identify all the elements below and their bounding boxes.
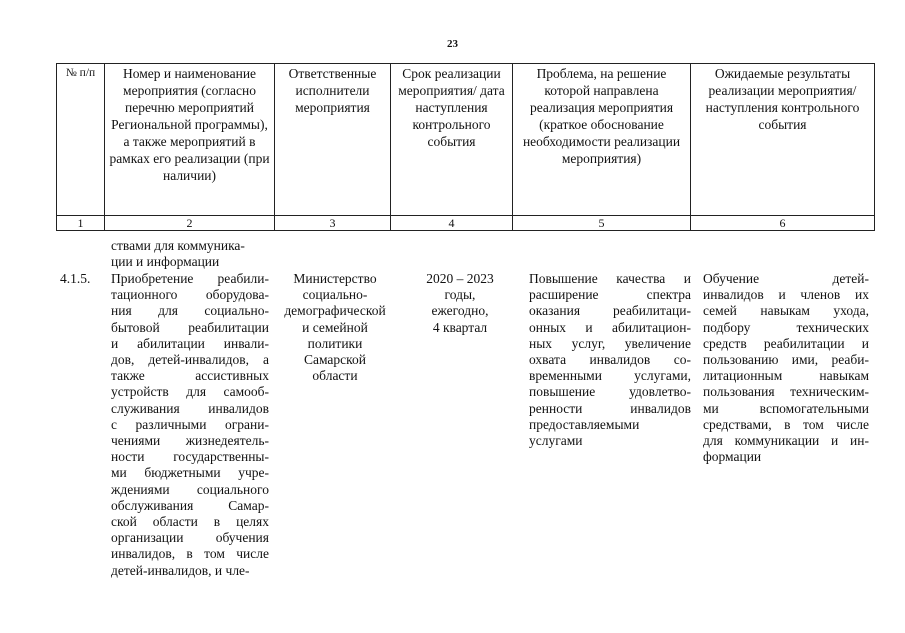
text-line: услугами bbox=[529, 433, 583, 449]
text-line: расширение спектра bbox=[529, 287, 691, 303]
column-numbers-row bbox=[57, 216, 875, 231]
text-line: оказания реабилитаци- bbox=[529, 303, 691, 319]
text-line: подбору технических bbox=[703, 319, 869, 335]
header-results: Ожидаемые результаты реализации мероприятия/ наступления контрольного события bbox=[691, 64, 875, 216]
header-number: № п/п bbox=[57, 64, 105, 216]
text-line: пользованию ими, реаби- bbox=[703, 352, 869, 368]
text-line: ных услуг, увеличение bbox=[529, 335, 691, 351]
text-line: демографической bbox=[284, 303, 386, 319]
text-line: области bbox=[312, 368, 358, 384]
term bbox=[400, 271, 520, 336]
row-number: 4.1.5. bbox=[60, 271, 91, 286]
text-line: ми вспомогательными bbox=[703, 400, 869, 416]
text-line: ния для социально- bbox=[111, 303, 269, 319]
text-line: Обучение детей- bbox=[703, 271, 869, 286]
executors bbox=[280, 271, 390, 384]
text-line: бытовой реабилитации bbox=[111, 319, 269, 335]
header-row bbox=[57, 64, 875, 216]
text-line: организации обучения bbox=[111, 530, 269, 546]
text-line: ности государственны- bbox=[111, 449, 269, 465]
text-line: семей навыкам ухода, bbox=[703, 303, 869, 319]
column-number: 6 bbox=[691, 216, 875, 231]
text-line: Приобретение реабили- bbox=[111, 271, 269, 286]
text-line: устройств для самооб- bbox=[111, 384, 269, 400]
text-line: 2020 – 2023 bbox=[426, 271, 494, 286]
text-line: формации bbox=[703, 449, 762, 465]
column-number: 4 bbox=[391, 216, 513, 231]
text-line: Самарской bbox=[303, 352, 367, 368]
text-line: тационного оборудова- bbox=[111, 287, 269, 303]
text-line: ежегодно, bbox=[431, 303, 489, 319]
text-line: средствами, в том числе bbox=[703, 416, 869, 432]
continuation-text bbox=[111, 238, 276, 270]
text-line: инвалидов и членов их bbox=[703, 287, 869, 303]
text-line: социально- bbox=[302, 287, 368, 303]
text-line: временными услугами, bbox=[529, 368, 691, 384]
table-header bbox=[56, 63, 875, 231]
text-line: ской области в целях bbox=[111, 514, 269, 530]
text-line: детей-инвалидов, и чле- bbox=[111, 562, 250, 578]
text-line: литационным навыкам bbox=[703, 368, 869, 384]
text-line: повышение удовлетво- bbox=[529, 384, 691, 400]
column-number: 1 bbox=[57, 216, 105, 231]
text-line: предоставляемыми bbox=[529, 416, 640, 432]
page-number: 23 bbox=[447, 38, 458, 50]
column-number: 2 bbox=[105, 216, 275, 231]
text-line: служивания инвалидов bbox=[111, 400, 269, 416]
text-line: охвата инвалидов со- bbox=[529, 352, 691, 368]
text-line: Повышение качества и bbox=[529, 271, 691, 286]
expected-results bbox=[703, 271, 869, 465]
header-executors: Ответственные исполнители мероприятия bbox=[275, 64, 391, 216]
text-line: и абилитации инвали- bbox=[111, 335, 269, 351]
text-line: онных и абилитацион- bbox=[529, 319, 691, 335]
text-line: ми бюджетными учре- bbox=[111, 465, 269, 481]
problem-description bbox=[529, 271, 691, 449]
text-line: средств реабилитации и bbox=[703, 335, 869, 351]
text-line: чениями жизнедеятель- bbox=[111, 433, 269, 449]
text-line: ствами для коммуника- bbox=[111, 238, 245, 253]
text-line: политики bbox=[307, 335, 363, 351]
text-line: и семейной bbox=[302, 319, 368, 335]
text-line: ции и информации bbox=[111, 254, 220, 270]
header-problem: Проблема, на решение которой направлена реализация мероприятия (краткое обоснование необходимости реализации мероприятия) bbox=[513, 64, 691, 216]
header-term: Срок реализации мероприятия/ дата наступления контрольного события bbox=[391, 64, 513, 216]
activity-name bbox=[111, 271, 269, 579]
text-line: 4 квартал bbox=[432, 319, 488, 335]
column-number: 5 bbox=[513, 216, 691, 231]
text-line: пользования техническим- bbox=[703, 384, 869, 400]
text-line: также ассистивных bbox=[111, 368, 269, 384]
text-line: ренности инвалидов bbox=[529, 400, 691, 416]
text-line: годы, bbox=[444, 287, 476, 303]
text-line: Министерство bbox=[293, 271, 377, 286]
text-line: инвалидов, в том числе bbox=[111, 546, 269, 562]
text-line: обслуживания Самар- bbox=[111, 497, 269, 513]
text-line: для коммуникации и ин- bbox=[703, 433, 869, 449]
text-line: с различными ограни- bbox=[111, 416, 269, 432]
text-line: дов, детей-инвалидов, а bbox=[111, 352, 269, 368]
text-line: ждениями социального bbox=[111, 481, 269, 497]
column-number: 3 bbox=[275, 216, 391, 231]
header-activity-name: Номер и наименование мероприятия (согласно перечню мероприятий Региональной программы), а также мероприятий в рамках его реализации (при наличии) bbox=[105, 64, 275, 216]
